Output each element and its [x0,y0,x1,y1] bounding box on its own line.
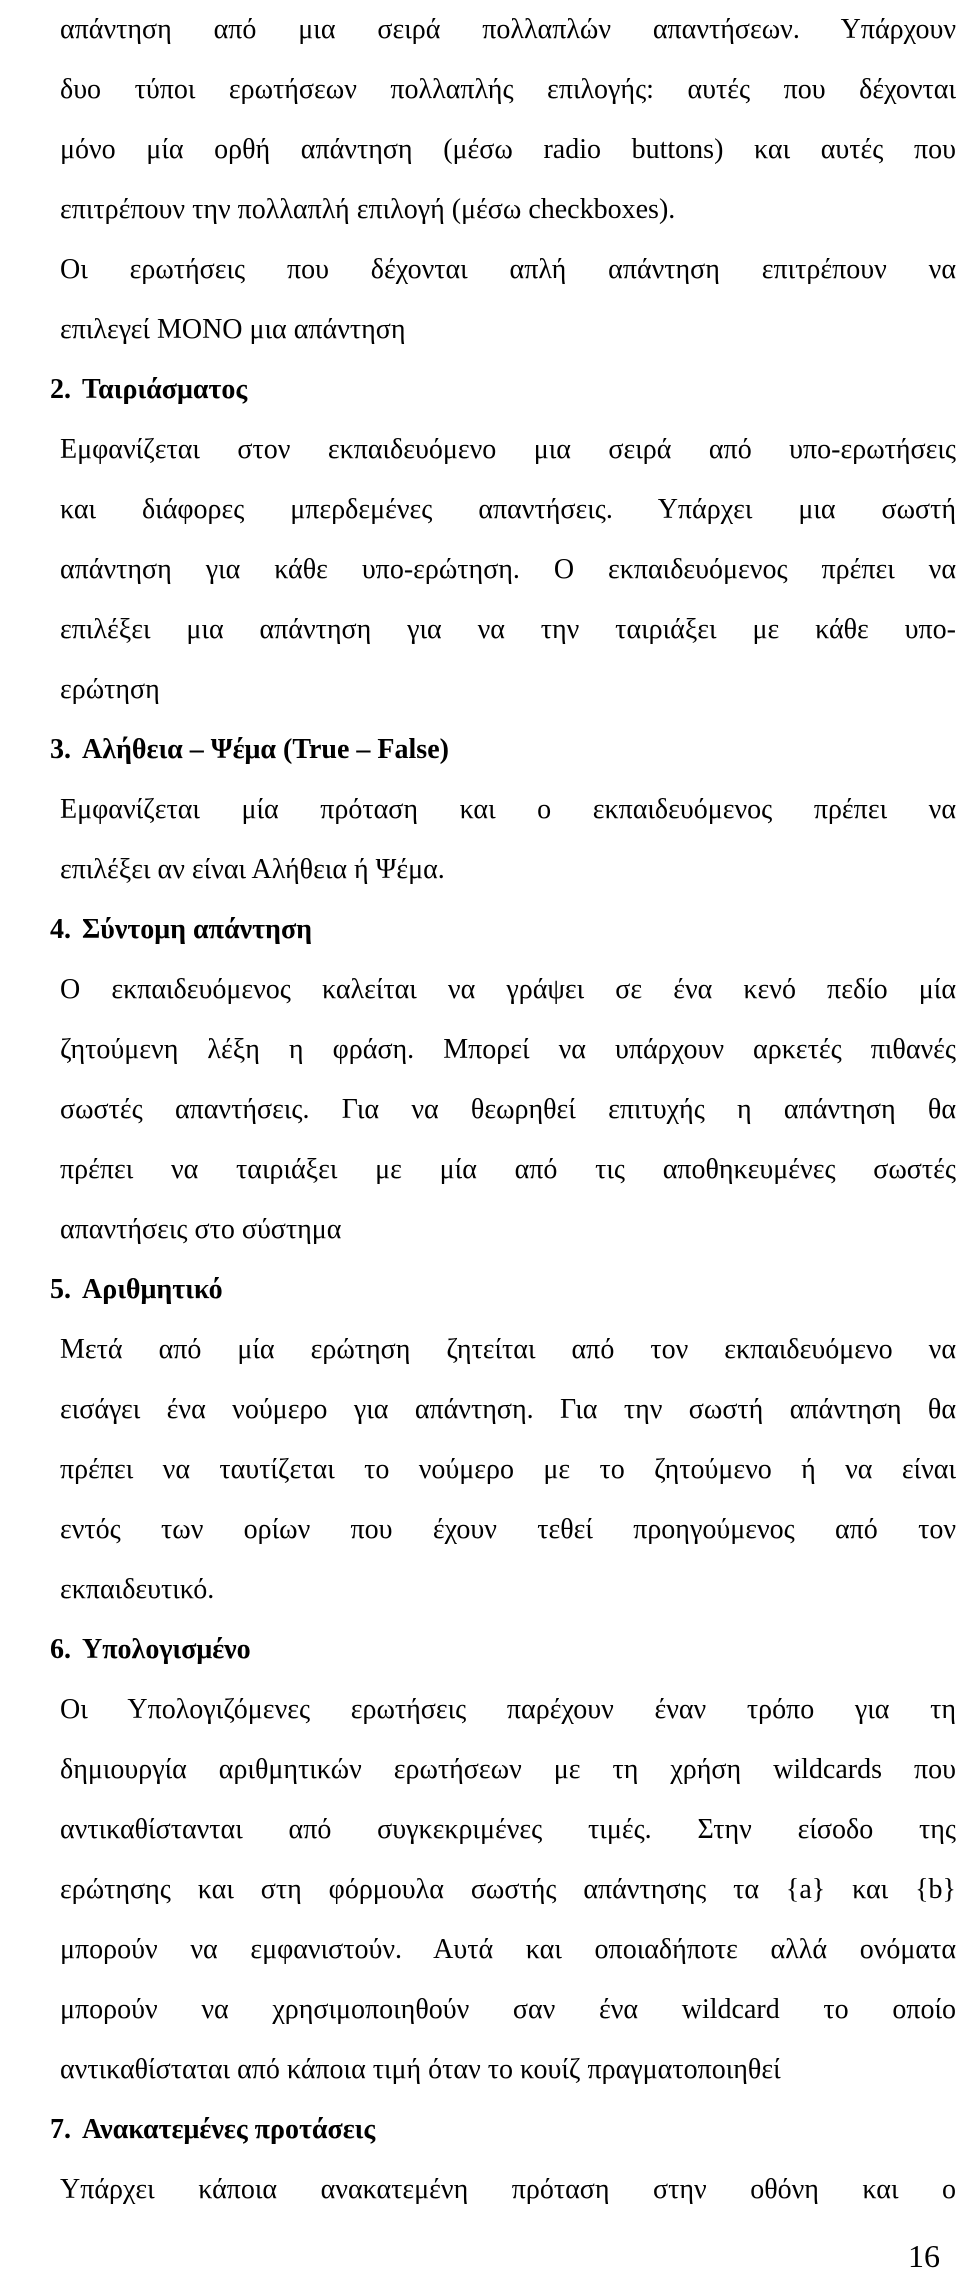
text-line: πρέπει να ταιριάξει με μία από τις αποθηκευμένες σωστές [60,1154,956,1185]
list-item-shuffled-sentences [50,2100,956,2220]
text-line: δημιουργία αριθμητικών ερωτήσεων με τη χρήση wildcards που [60,1754,956,1785]
text-line: δυο τύποι ερωτήσεων πολλαπλής επιλογής: αυτές που δέχονται [60,74,956,105]
item-body [60,960,956,1260]
item-title: Αριθμητικό [82,1274,223,1305]
text-line: Εμφανίζεται μία πρόταση και ο εκπαιδευόμενος πρέπει να [60,794,956,825]
item-heading [50,1620,956,1680]
item-heading [50,900,956,960]
list-item-short-answer [50,900,956,1260]
text-line: μπορούν να εμφανιστούν. Αυτά και οποιαδήποτε αλλά ονόματα [60,1934,956,1965]
item-number: 6. [50,1634,71,1665]
text-line: ερώτησης και στη φόρμουλα σωστής απάντησης τα {a} και {b} [60,1874,956,1905]
item-heading [50,720,956,780]
item-number: 5. [50,1274,71,1305]
text-line: επιλέξει αν είναι Αλήθεια ή Ψέμα. [60,854,445,885]
text-line: επιλεγεί ΜΟΝΟ μια απάντηση [60,314,406,345]
item-number: 2. [50,374,71,405]
text-line: μπορούν να χρησιμοποιηθούν σαν ένα wildcard το οποίο [60,1994,956,2025]
text-line: σωστές απαντήσεις. Για να θεωρηθεί επιτυχής η απάντηση θα [60,1094,956,1125]
list-item-numeric [50,1260,956,1620]
list-item-matching [50,360,956,720]
text-line: ζητούμενη λέξη η φράση. Μπορεί να υπάρχουν αρκετές πιθανές [60,1034,956,1065]
item-number: 4. [50,914,71,945]
item-number: 3. [50,734,71,765]
text-line: ερώτηση [60,674,160,705]
text-line: απάντηση για κάθε υπο-ερώτηση. Ο εκπαιδευόμενος πρέπει να [60,554,956,585]
item-title: Σύντομη απάντηση [82,914,313,945]
intro-paragraph [60,0,956,360]
text-line: επιτρέπουν την πολλαπλή επιλογή (μέσω checkboxes). [60,194,676,225]
text-line: Υπάρχει κάποια ανακατεμένη πρόταση στην οθόνη και ο [60,2174,956,2205]
item-heading [50,1260,956,1320]
item-heading [50,2100,956,2160]
list-item-calculated [50,1620,956,2100]
text-line: εντός των ορίων που έχουν τεθεί προηγούμενος από τον [60,1514,956,1545]
item-number: 7. [50,2114,71,2145]
text-line: εκπαιδευτικό. [60,1574,215,1605]
text-line: απάντηση από μια σειρά πολλαπλών απαντήσεων. Υπάρχουν [60,14,956,45]
text-line: απαντήσεις στο σύστημα [60,1214,342,1245]
item-body [60,1680,956,2100]
text-line: Οι Υπολογιζόμενες ερωτήσεις παρέχουν έναν τρόπο για τη [60,1694,956,1725]
text-line: Οι ερωτήσεις που δέχονται απλή απάντηση επιτρέπουν να [60,254,956,285]
page-number: 16 [908,2238,940,2274]
text-line: Μετά από μία ερώτηση ζητείται από τον εκπαιδευόμενο να [60,1334,956,1365]
text-line: μόνο μία ορθή απάντηση (μέσω radio buttons) και αυτές που [60,134,956,165]
text-line: επιλέξει μια απάντηση για να την ταιριάξει με κάθε υπο- [60,614,956,645]
item-title: Ανακατεμένες προτάσεις [82,2114,376,2145]
text-line: και διάφορες μπερδεμένες απαντήσεις. Υπάρχει μια σωστή [60,494,956,525]
item-heading [50,360,956,420]
text-line: Εμφανίζεται στον εκπαιδευόμενο μια σειρά από υπο-ερωτήσεις [60,434,956,465]
item-body [60,420,956,720]
item-title: Υπολογισμένο [82,1634,251,1665]
list-item-true-false [50,720,956,900]
text-line: Ο εκπαιδευόμενος καλείται να γράψει σε ένα κενό πεδίο μία [60,974,956,1005]
text-line: αντικαθίσταται από κάποια τιμή όταν το κουίζ πραγματοποιηθεί [60,2054,781,2085]
item-title: Ταιριάσματος [82,374,248,405]
item-title: Αλήθεια – Ψέμα (True – False) [82,734,449,765]
text-line: εισάγει ένα νούμερο για απάντηση. Για την σωστή απάντηση θα [60,1394,956,1425]
item-body [60,2160,956,2220]
item-body [60,1320,956,1620]
document-page [50,0,956,2220]
text-line: αντικαθίστανται από συγκεκριμένες τιμές. Στην είσοδο της [60,1814,956,1845]
text-line: πρέπει να ταυτίζεται το νούμερο με το ζητούμενο ή να είναι [60,1454,956,1485]
item-body [60,780,956,900]
